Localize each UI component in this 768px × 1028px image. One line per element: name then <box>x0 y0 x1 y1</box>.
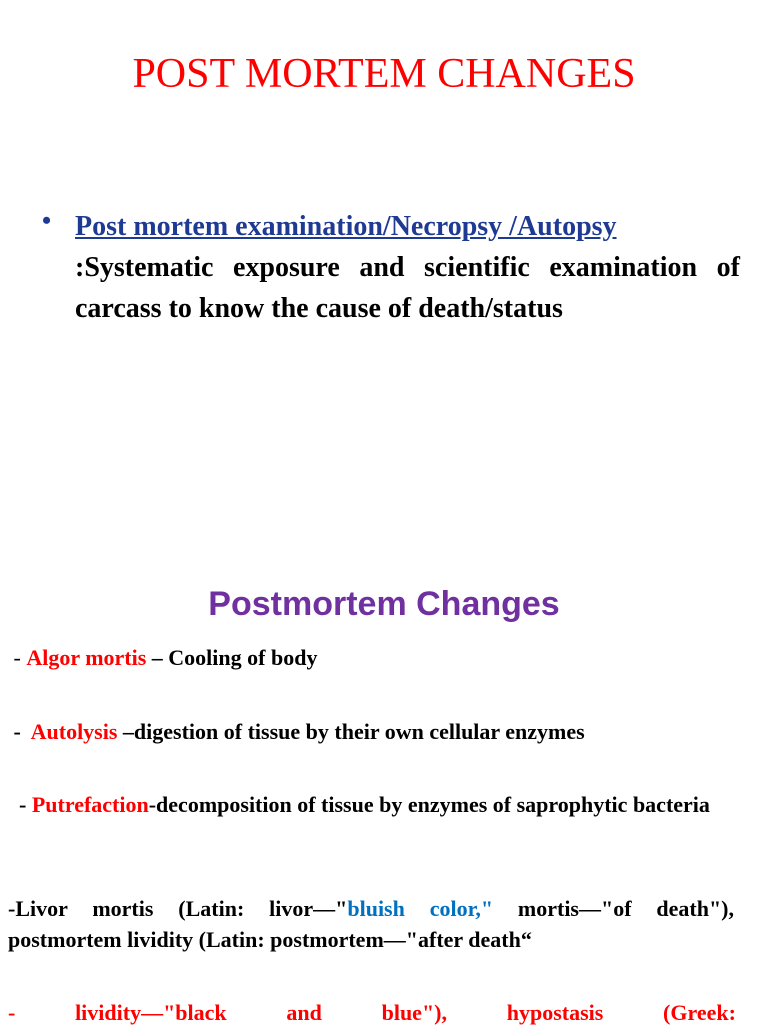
livor-text-part2: mortis—"of death"), postmortem lividity (Latin: postmortem—"after death“ <box>8 896 734 952</box>
bullet-icon: • <box>42 206 52 235</box>
item-term: Putrefaction <box>31 792 149 817</box>
bullet-definition: :Systematic exposure and scientific examination of carcass to know the cause of death/status <box>75 252 740 324</box>
lividity-word: - <box>8 1000 16 1025</box>
list-item-algor-mortis <box>8 642 734 673</box>
lividity-word: (Greek: <box>663 1000 736 1025</box>
item-separator: – <box>117 719 134 744</box>
item-description: digestion of tissue by their own cellular enzymes <box>133 719 585 744</box>
lividity-word: hypostasis <box>506 1000 604 1025</box>
livor-text-part1: -Livor mortis (Latin: livor—" <box>8 896 348 921</box>
livor-bluish-color: bluish color," <box>347 896 494 921</box>
section-heading: Postmortem Changes <box>208 585 560 623</box>
item-description: -decomposition of tissue by enzymes of saprophytic bacteria <box>148 792 710 817</box>
bullet-text <box>75 206 740 329</box>
page-title: POST MORTEM CHANGES <box>132 51 636 97</box>
list-item-lividity <box>8 997 736 1028</box>
item-term: Autolysis <box>30 719 118 744</box>
item-prefix: - <box>8 645 27 670</box>
list-item-autolysis <box>8 716 734 747</box>
lividity-word: lividity—"black <box>75 1000 227 1025</box>
list-item-livor-mortis <box>8 893 734 955</box>
item-description: Cooling of body <box>168 645 318 670</box>
bullet-point <box>40 206 740 329</box>
item-prefix: - <box>8 792 32 817</box>
lividity-word: blue"), <box>381 1000 447 1025</box>
bullet-term: Post mortem examination/Necropsy /Autopsy <box>75 211 617 242</box>
item-term: Algor mortis <box>26 645 147 670</box>
lividity-word: and <box>286 1000 322 1025</box>
item-separator: – <box>146 645 169 670</box>
list-item-putrefaction <box>8 789 734 820</box>
item-prefix: - <box>8 719 31 744</box>
